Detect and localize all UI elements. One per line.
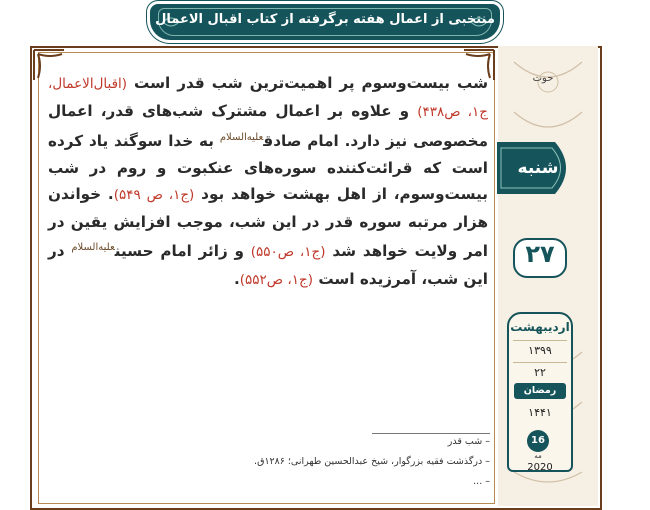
salutation-mark: علیه‌السلام [71,242,115,254]
header-banner [150,4,500,40]
footnote: – ... [473,476,490,487]
hijri-year: ۱۴۴۱ [528,406,552,419]
divider [513,362,567,363]
weekday: شنبه [517,158,559,178]
hijri-month: رمضان [514,383,566,399]
divider [513,340,567,341]
zodiac-label: حوت [532,73,554,84]
gregorian-year: 2020 [527,462,553,473]
gregorian-month: مه [534,452,542,460]
solar-year: ۱۳۹۹ [528,344,552,357]
salutation-mark: علیه‌السلام [219,132,264,143]
footnote-divider [372,433,490,434]
solar-month: اردیبهشت [510,320,570,334]
reference: (ج۱، ص۵۵۰) [250,244,326,261]
day-number: ۲۷ [525,240,555,268]
page-title: منتخبی از اعمال هفته برگرفته از کتاب اقبال الاعمال [155,12,495,27]
hijri-day: ۲۲ [534,366,546,379]
reference: (اقبال‌الاعمال، ج۱، ص۴۳۸) [48,76,488,120]
footnote: – شب قدر [447,436,490,447]
reference: (ج۱، ص۵۵۲) [239,271,314,288]
reference: (ج۱، ص ۵۴۹) [113,187,195,204]
body-paragraph: شب بیست‌وسوم پر اهمیت‌ترین شب قدر است (اقبال‌الاعمال، ج۱، ص۴۳۸) و علاوه بر اعمال مشترک شب‌های قدر، اعمال مخصوصی نیز دارد. امام صادق$^{علیه‌السلام}$ به خدا سوگند یاد کرده است که قرائت‌کننده سوره‌های عنکبوت و روم در شب بیست‌وسوم، از اهل بهشت خواهد بود (ج۱، ص ۵۴۹). خواندن هزار مرتبه سوره قدر در این شب، موجب افزایش یقین در امر ولایت خواهد شد (ج۱، ص۵۵۰) و زائر امام حسین$^{علیه‌السلام}$ در این شب، آمرزیده است (ج۱، ص۵۵۲). [48,74,488,288]
gregorian-day: 16 [527,430,549,452]
footnote: – درگذشت فقیه بزرگوار، شیخ عبدالحسین طهرانی؛ ۱۲۸۶ق. [254,456,490,467]
